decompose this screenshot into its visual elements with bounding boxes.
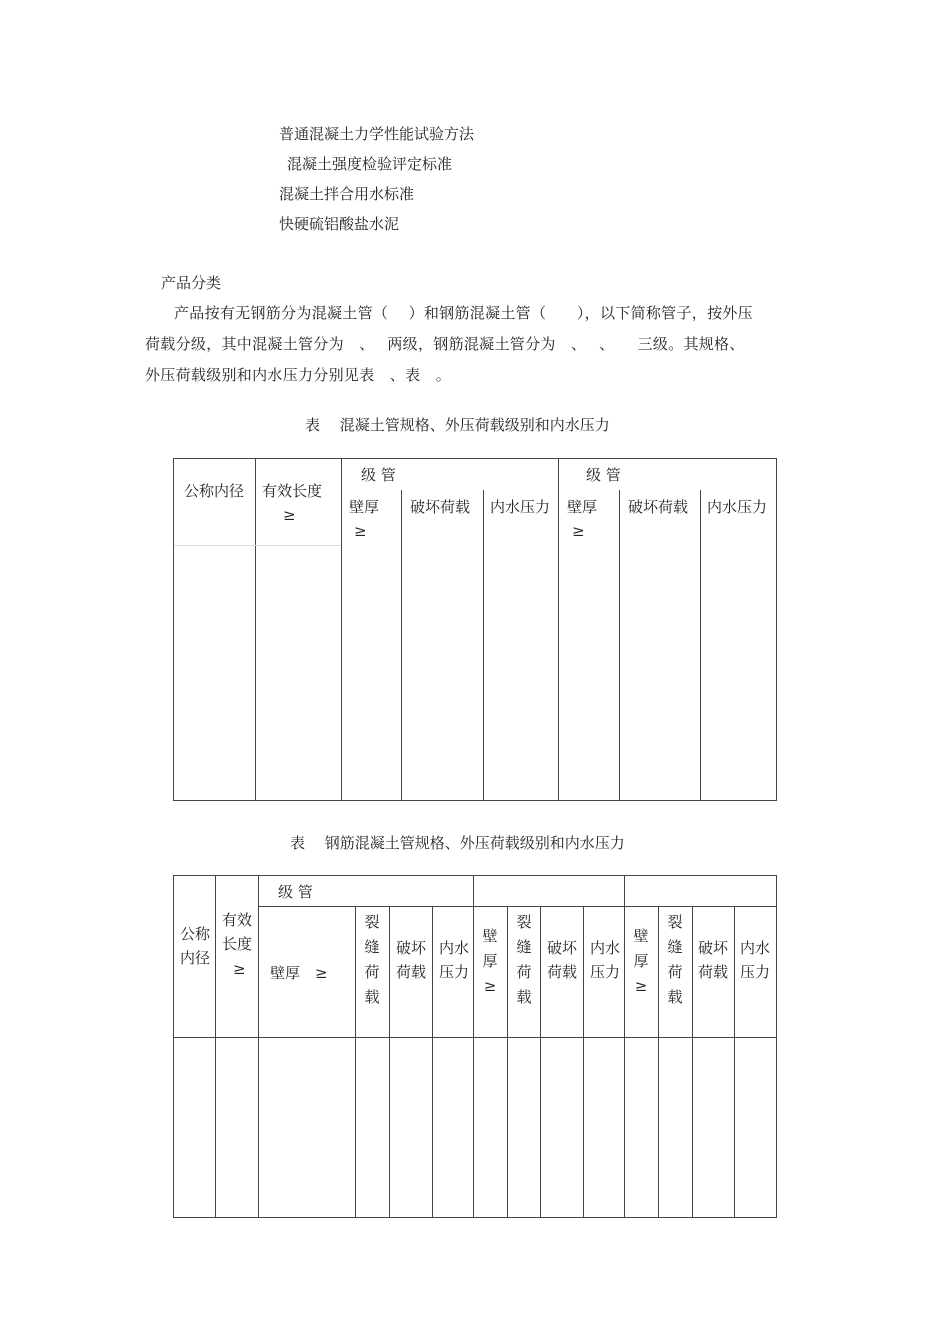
t2-g2-pressure-2: 压力 bbox=[590, 963, 621, 981]
t2-g3-pressure-1: 内水 bbox=[740, 939, 771, 957]
t2-g1-pressure-2: 压力 bbox=[439, 963, 470, 981]
t2-header-nominal-1: 公称 bbox=[180, 925, 211, 943]
reference-2: 混凝土强度检验评定标准 bbox=[287, 155, 453, 173]
t1-inner-pressure-2: 内水压力 bbox=[707, 498, 768, 516]
t2-g3-break-1: 破坏 bbox=[698, 939, 729, 957]
t2-g1-crack: 裂 缝 荷 载 bbox=[364, 913, 380, 1006]
t2-g2-pressure-1: 内水 bbox=[590, 939, 621, 957]
paragraph-line-3: 外压荷载级别和内水压力分别见表 、表 。 bbox=[145, 366, 452, 384]
t1-break-load-1: 破坏荷载 bbox=[410, 498, 471, 516]
t2-header-length-2: 长度 bbox=[222, 935, 253, 953]
t1-header-length: 有效长度 bbox=[262, 482, 323, 500]
reference-1: 普通混凝土力学性能试验方法 bbox=[279, 125, 475, 143]
t1-header-group1: 级 管 bbox=[361, 466, 396, 484]
reference-4: 快硬硫铝酸盐水泥 bbox=[279, 215, 400, 233]
t2-g1-wall: 壁厚 ≥ bbox=[270, 964, 328, 982]
t1-header-length-ge: ≥ bbox=[283, 506, 296, 524]
t1-header-nominal: 公称内径 bbox=[184, 482, 245, 500]
t1-header-group2: 级 管 bbox=[586, 466, 621, 484]
t2-header-length-ge: ≥ bbox=[233, 960, 246, 978]
t1-wall-1: 壁厚 bbox=[349, 498, 380, 516]
paragraph-line-1: 产品按有无钢筋分为混凝土管（ ）和钢筋混凝土管（ ），以下简称管子，按外压 bbox=[174, 304, 753, 322]
t1-inner-pressure-1: 内水压力 bbox=[490, 498, 551, 516]
t1-wall-1-ge: ≥ bbox=[354, 522, 367, 540]
t2-header-length-1: 有效 bbox=[222, 911, 253, 929]
t1-wall-2: 壁厚 bbox=[567, 498, 598, 516]
t2-g3-break-2: 荷载 bbox=[698, 963, 729, 981]
t1-wall-2-ge: ≥ bbox=[572, 522, 585, 540]
t2-g2-break-2: 荷载 bbox=[547, 963, 578, 981]
paragraph-line-2: 荷载分级，其中混凝土管分为 、 两级，钢筋混凝土管分为 、 、 三级。其规格、 bbox=[145, 335, 745, 353]
table2-caption: 表 钢筋混凝土管规格、外压荷载级别和内水压力 bbox=[290, 834, 625, 852]
t2-g2-crack: 裂 缝 荷 载 bbox=[516, 913, 532, 1006]
t2-g2-break-1: 破坏 bbox=[547, 939, 578, 957]
t2-g3-crack: 裂 缝 荷 载 bbox=[667, 913, 683, 1006]
table1-caption: 表 混凝土管规格、外压荷载级别和内水压力 bbox=[305, 416, 610, 434]
t1-break-load-2: 破坏荷载 bbox=[628, 498, 689, 516]
t2-g2-wall: 壁 厚 ≥ bbox=[482, 927, 498, 995]
t2-g3-pressure-2: 压力 bbox=[740, 963, 771, 981]
t2-g1-break-2: 荷载 bbox=[396, 963, 427, 981]
t2-g1-pressure-1: 内水 bbox=[439, 939, 470, 957]
reference-3: 混凝土拌合用水标准 bbox=[279, 185, 415, 203]
t2-header-nominal-2: 内径 bbox=[180, 949, 211, 967]
t2-g3-wall: 壁 厚 ≥ bbox=[633, 927, 649, 995]
section-heading: 产品分类 bbox=[161, 274, 222, 292]
t2-g1-break-1: 破坏 bbox=[396, 939, 427, 957]
t2-header-group1: 级 管 bbox=[278, 883, 313, 901]
